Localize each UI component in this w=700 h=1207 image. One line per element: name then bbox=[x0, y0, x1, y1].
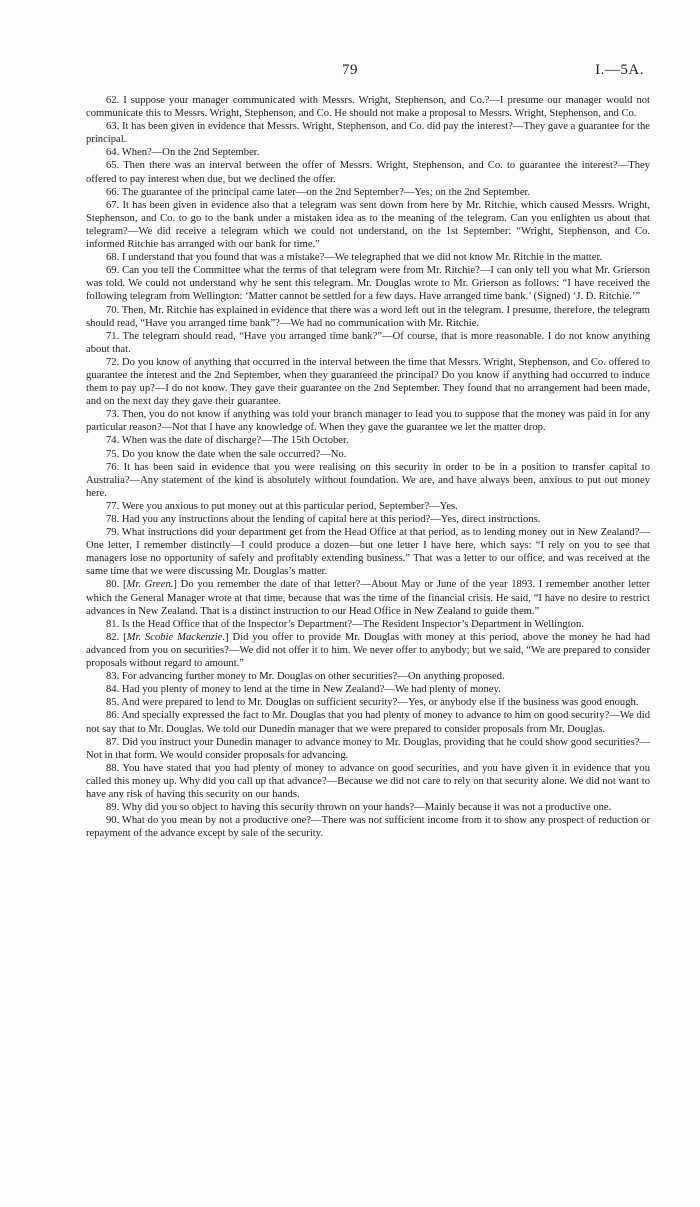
paragraph: 75. Do you know the date when the sale occurred?—No. bbox=[106, 448, 347, 460]
paragraph: 62. I suppose your manager communicated with Messrs. Wright, Stephenson, and Co.?—I presume our manager would not communicate this to Messrs. Wright, Stephenson, and Co. He should not make a proposal to Messrs. Wright, Stephenson, and Co. bbox=[86, 95, 650, 120]
paragraph: 77. Were you anxious to put money out at this particular period, September?—Yes. bbox=[106, 500, 458, 512]
paragraph: 71. The telegram should read, “Have you arranged time bank?”—Of course, that is more reasonable. I do not know anything about that. bbox=[86, 330, 650, 355]
paragraph: 70. Then, Mr. Ritchie has explained in evidence that there was a word left out in the telegram. I presume, therefore, the telegram should read, “Have you arranged time bank”?—We had no communication with Mr. Ritchie. bbox=[86, 304, 651, 329]
paragraph: 69. Can you tell the Committee what the terms of that telegram were from Mr. Ritchie?—I can only tell you what Mr. Grierson was told. We could not understand why he sent this telegram. Mr. Douglas wrote to Mr. Grierson as follows: “I have received the following telegram from Wellington: ‘Matter cannot be settled for a few days. Have arranged time bank.’ (Signed) ‘J. D. Ritchie.’” bbox=[86, 265, 650, 303]
paragraph: 78. Had you any instructions about the lending of capital here at this period?—Yes, direct instructions. bbox=[106, 514, 541, 525]
page-number: 79 bbox=[342, 62, 358, 78]
paragraph bbox=[86, 578, 650, 617]
speaker-name: Mr. Scobie Mackenzie. bbox=[126, 631, 226, 643]
paragraph: 76. It has been said in evidence that you were realising on this security in order to be in a position to transfer capital to Australia?—Any statement of the kind is absolutely without foundation. We are, and have always been, anxious to put out money here. bbox=[86, 461, 650, 499]
paragraph: 89. Why did you so object to having this security thrown on your hands?—Mainly because it was not a productive one. bbox=[106, 802, 612, 814]
question-number: 80. [ bbox=[106, 579, 127, 591]
paragraph: 64. When?—On the 2nd September. bbox=[106, 147, 260, 159]
paragraph: 72. Do you know of anything that occurred in the interval between the time that Messrs. Wright, Stephenson, and Co. offered to guarantee the interest and the 2nd September, when they guaranteed the principal? Do you know if anything had occurred to induce them to pay up?—I do not know. They gave their guarantee on the 2nd September. They found that no arrangement had been made, and on the next day they gave their guarantee. bbox=[86, 356, 650, 408]
paragraph: 84. Had you plenty of money to lend at the time in New Zealand?—We had plenty of money. bbox=[106, 684, 501, 696]
paragraph: 74. When was the date of discharge?—The 15th October. bbox=[106, 435, 349, 447]
document-reference: I.—5A. bbox=[595, 62, 644, 78]
paragraph: 83. For advancing further money to Mr. Douglas on other securities?—On anything proposed. bbox=[106, 671, 505, 683]
paragraph: 63. It has been given in evidence that Messrs. Wright, Stephenson, and Co. did pay the interest?—They gave a guarantee for the principal. bbox=[86, 121, 650, 146]
paragraph: 65. Then there was an interval between the offer of Messrs. Wright, Stephenson, and Co. to guarantee the interest?—They offered to pay interest when due, but we declined the offer. bbox=[86, 160, 650, 185]
paragraph-text: ] Did you offer to provide Mr. Douglas with money at this period, above the money he had had advanced from you on securities?—We did not offer it to him. We never offer to anybody; but we said, “We are prepared to consider proposals without regard to amount.” bbox=[86, 631, 650, 670]
paragraph: 66. The guarantee of the principal came later—on the 2nd September?—Yes; on the 2nd September. bbox=[106, 186, 531, 198]
paragraph-text: ] Do you remember the date of that letter?—About May or June of the year 1893. I remember another letter which the General Manager wrote at that time, because that was the time of the financial crisis. He said, “I have no desire to restrict advances in New Zealand. That is a distinct instruction to our Head Office in New Zealand to guide them.” bbox=[86, 579, 650, 617]
paragraph bbox=[86, 631, 650, 670]
paragraph: 85. And were prepared to lend to Mr. Douglas on sufficient security?—Yes, or anybody else if the business was good enough. bbox=[106, 697, 639, 709]
question-number: 82. [ bbox=[106, 631, 127, 643]
paragraph: 90. What do you mean by not a productive one?—There was not sufficient income from it to show any prospect of reduction or repayment of the advance except by sale of the security. bbox=[86, 815, 650, 840]
paragraph: 67. It has been given in evidence also that a telegram was sent down from here by Mr. Ritchie, which caused Messrs. Wright, Stephenson, and Co. to go to the bank under a mistaken idea as to the meaning of the telegram. Can you enlighten us about that telegram?—We did receive a telegram which we could not understand, on the 1st September: “Wright, Stephenson, and Co. informed Ritchie has arranged with our bank for time.” bbox=[86, 199, 650, 251]
paragraph: 87. Did you instruct your Dunedin manager to advance money to Mr. Douglas, providing that he could show good securities?—Not in that form. We would consider proposals for advancing. bbox=[86, 736, 650, 761]
paragraph: 81. Is the Head Office that of the Inspector’s Department?—The Resident Inspector’s Department in Wellington. bbox=[106, 618, 584, 630]
paragraph: 79. What instructions did your department get from the Head Office at that period, as to lending money out in New Zealand?—One letter, I remember distinctly—I could produce a dozen—but one letter I have here, which says: “I rely on you to see that managers lose no opportunity of safely and profitably extending business.” That was a letter to our office, and was received at the same time that we were discussing Mr. Douglas’s matter. bbox=[86, 527, 650, 578]
paragraph: 73. Then, you do not know if anything was told your branch manager to lead you to suppose that the money was paid in for any particular reason?—Not that I have any knowledge of. When they gave the guarantee we let the matter drop. bbox=[86, 409, 650, 434]
paragraph: 68. I understand that you found that was a mistake?—We telegraphed that we did not know Mr. Ritchie in the matter. bbox=[106, 252, 603, 264]
paragraph: 88. You have stated that you had plenty of money to advance on good securities, and you have given it in evidence that you called this money up. Why did you call up that advance?—Because we did not care to rely on that security alone. We did not want to have any risk of having this security on our hands. bbox=[86, 762, 650, 800]
paragraph: 86. And specially expressed the fact to Mr. Douglas that you had plenty of money to advance to him on good security?—We did not say that to Mr. Douglas. We told our Dunedin manager that we were prepared to consider proposals from Mr. Douglas. bbox=[86, 710, 650, 735]
speaker-name: Mr. Green. bbox=[126, 579, 174, 591]
body-text bbox=[86, 94, 650, 840]
